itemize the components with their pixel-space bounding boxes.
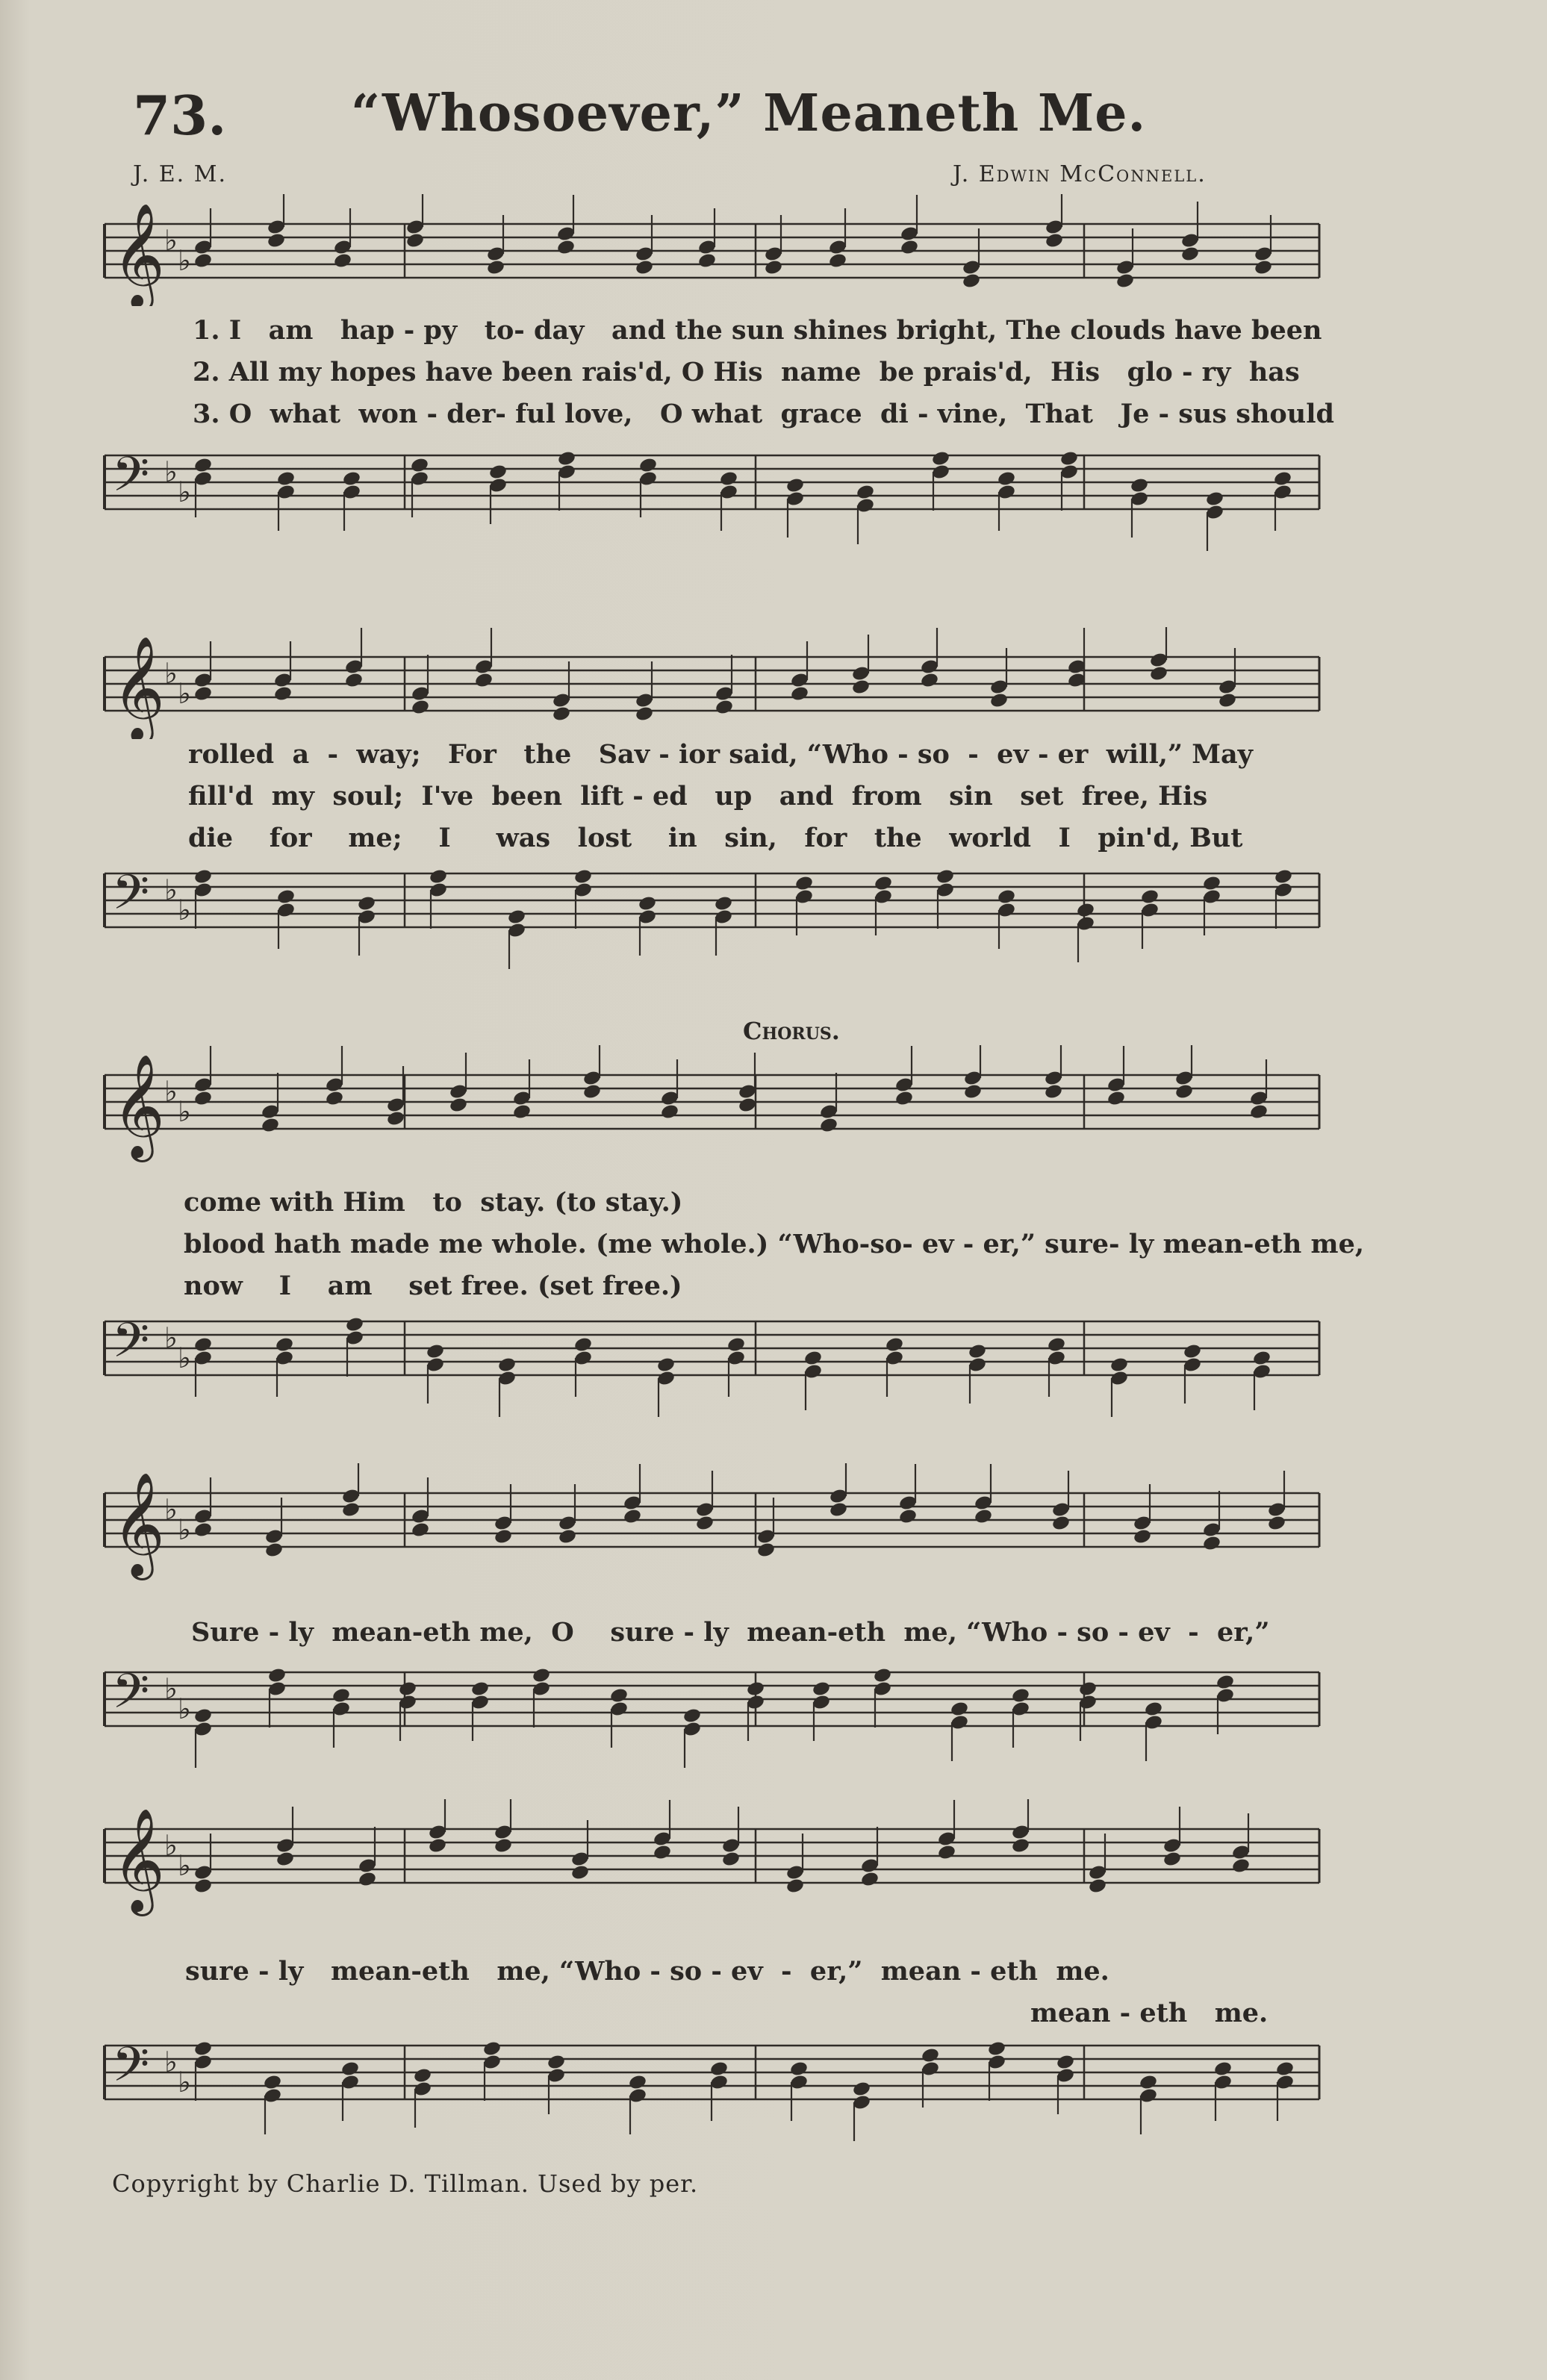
bass-clef-icon: 𝄢 <box>112 447 150 514</box>
note-head <box>193 1878 213 1895</box>
note-head <box>261 1117 280 1134</box>
flat-icon: ♭ <box>164 1075 178 1108</box>
note-head <box>997 888 1016 906</box>
note-head <box>582 1083 602 1100</box>
note-head <box>894 1090 914 1107</box>
flat-icon: ♭ <box>178 677 191 710</box>
note-head <box>1109 1356 1129 1374</box>
lyric-line-verse3: 3. O what won - der- ful love, O what grace di - vine, That Je - sus should <box>193 399 1334 429</box>
note-head <box>193 685 213 703</box>
staff-bass-3 <box>84 1306 1323 1433</box>
lyric-line-verse1: 1. I am hap - py to- day and the sun shines bright, The clouds have been <box>193 315 1322 346</box>
staff-treble-1 <box>84 194 1323 306</box>
note-head <box>276 470 296 487</box>
note-head <box>1183 1343 1202 1360</box>
bass-clef-icon: 𝄢 <box>112 2037 150 2105</box>
note-head <box>714 895 733 912</box>
note-head <box>785 1878 805 1895</box>
note-head <box>267 232 286 249</box>
note-head <box>962 272 981 290</box>
note-head <box>1252 1350 1271 1367</box>
note-head <box>921 2047 940 2064</box>
note-head <box>968 1343 987 1360</box>
note-head <box>345 1316 364 1333</box>
note-head <box>428 1837 447 1854</box>
note-head <box>1139 2074 1158 2091</box>
note-head <box>386 1110 405 1127</box>
note-head <box>653 1844 672 1861</box>
lyric-line-verse1: come with Him to stay. (to stay.) <box>184 1187 683 1218</box>
note-head <box>1047 1336 1066 1353</box>
note-head <box>1044 1083 1063 1100</box>
note-head <box>532 1667 551 1684</box>
music-system-2 <box>84 627 1323 971</box>
flat-icon: ♭ <box>178 1513 191 1546</box>
flat-icon: ♭ <box>164 1321 178 1354</box>
note-head <box>429 868 448 885</box>
note-head <box>803 1350 823 1367</box>
music-system-3 <box>84 1045 1365 1433</box>
note-head <box>410 457 429 474</box>
note-head <box>1115 272 1135 290</box>
copyright-notice: Copyright by Charlie D. Tillman. Used by per. <box>112 2169 699 2198</box>
note-head <box>856 484 875 501</box>
treble-clef-icon: 𝄞 <box>112 1808 165 1912</box>
note-head <box>950 1701 969 1718</box>
note-head <box>1149 665 1168 682</box>
note-head <box>1218 692 1237 709</box>
note-head <box>852 2081 871 2098</box>
note-head <box>794 875 814 892</box>
treble-clef-icon: 𝄞 <box>112 1054 165 1158</box>
note-head <box>789 2060 809 2078</box>
note-head <box>860 1871 880 1888</box>
note-head <box>193 868 213 885</box>
music-system-1 <box>84 194 1334 582</box>
note-head <box>1202 1535 1221 1552</box>
note-head <box>570 1864 590 1881</box>
note-head <box>332 1687 351 1704</box>
flat-icon: ♭ <box>164 657 178 690</box>
staff-bass-4 <box>84 1657 1323 1777</box>
note-head <box>411 699 430 716</box>
note-head <box>697 252 717 270</box>
chorus-label: Chorus. <box>743 1017 840 1045</box>
note-head <box>790 685 809 703</box>
note-head <box>263 2074 282 2091</box>
flat-icon: ♭ <box>178 476 191 508</box>
note-head <box>193 457 213 474</box>
note-head <box>267 1667 287 1684</box>
note-head <box>746 1680 765 1698</box>
note-head <box>721 1851 741 1868</box>
note-head <box>333 252 352 270</box>
note-head <box>828 252 847 270</box>
note-head <box>1162 1851 1182 1868</box>
note-head <box>426 1343 445 1360</box>
flat-icon: ♭ <box>164 455 178 488</box>
note-head <box>682 1707 702 1725</box>
note-head <box>1205 490 1224 508</box>
note-head <box>937 1844 956 1861</box>
treble-clef-icon: 𝄞 <box>112 636 165 739</box>
note-head <box>623 1508 642 1525</box>
flat-icon: ♭ <box>178 1692 191 1725</box>
flat-icon: ♭ <box>164 1829 178 1862</box>
lyric-line-verse3: now I am set free. (set free.) <box>184 1271 682 1301</box>
note-head <box>1076 902 1095 919</box>
note-head <box>660 1103 679 1121</box>
treble-clef-icon: 𝄞 <box>112 203 165 306</box>
note-head <box>275 1336 294 1353</box>
note-head <box>486 259 505 276</box>
lyric-line-verse3: die for me; I was lost in sin, for the world I pin'd, But <box>188 823 1243 853</box>
lyric-line-chorus: Sure - ly mean-eth me, O sure - ly mean-eth me, “Who - so - ev - er,” <box>191 1617 1270 1648</box>
note-head <box>1056 2054 1075 2071</box>
note-head <box>987 2040 1006 2057</box>
note-head <box>885 1336 904 1353</box>
staff-bass-5 <box>84 2031 1323 2158</box>
note-head <box>997 470 1016 487</box>
note-head <box>1231 1857 1251 1875</box>
bass-clef-icon: 𝄢 <box>112 1664 150 1731</box>
note-head <box>635 705 654 723</box>
note-head <box>726 1336 746 1353</box>
bass-clef-icon: 𝄢 <box>112 865 150 932</box>
note-head <box>989 692 1009 709</box>
note-head <box>628 2074 647 2091</box>
note-head <box>344 672 364 689</box>
note-head <box>547 2054 566 2071</box>
note-head <box>193 2040 213 2057</box>
staff-treble-3 <box>84 1045 1323 1187</box>
note-head <box>264 1542 284 1559</box>
note-head <box>656 1356 676 1374</box>
note-head <box>829 1501 848 1518</box>
flat-icon: ♭ <box>164 1672 178 1705</box>
note-head <box>557 450 576 467</box>
note-head <box>413 2067 432 2084</box>
note-head <box>963 1083 983 1100</box>
note-head <box>1144 1701 1163 1718</box>
note-head <box>411 1521 430 1539</box>
hymn-number: 73. <box>133 84 227 147</box>
note-head <box>193 252 213 270</box>
note-head <box>1213 2060 1233 2078</box>
flat-icon: ♭ <box>178 1095 191 1128</box>
lyric-line-verse2: blood hath made me whole. (me whole.) “Who-so- ev - er,” sure- ly mean-eth me, <box>184 1229 1365 1259</box>
note-head <box>695 1515 715 1532</box>
note-head <box>1045 232 1064 249</box>
staff-treble-5 <box>84 1799 1323 1948</box>
note-head <box>738 1097 757 1114</box>
flat-icon: ♭ <box>164 224 178 257</box>
note-head <box>1275 2060 1295 2078</box>
flat-icon: ♭ <box>178 244 191 277</box>
flat-icon: ♭ <box>178 1342 191 1374</box>
treble-clef-icon: 𝄞 <box>112 1472 165 1576</box>
note-head <box>1202 875 1221 892</box>
note-head <box>494 1528 513 1545</box>
staff-treble-2 <box>84 627 1323 739</box>
note-head <box>573 868 593 885</box>
flat-icon: ♭ <box>164 2046 178 2078</box>
note-head <box>1274 868 1293 885</box>
note-head <box>340 2060 360 2078</box>
note-head <box>1078 1680 1098 1698</box>
note-head <box>193 1336 213 1353</box>
note-head <box>1130 477 1149 494</box>
lyric-line-verse2: 2. All my hopes have been rais'd, O His name be prais'd, His glo - ry has <box>193 357 1300 387</box>
note-head <box>874 875 893 892</box>
note-head <box>898 1508 918 1525</box>
note-head <box>482 2040 502 2057</box>
note-head <box>764 259 783 276</box>
note-head <box>556 239 576 256</box>
note-head <box>341 1501 361 1518</box>
music-credit: J. Edwin McConnell. <box>953 161 1207 187</box>
note-head <box>552 705 571 723</box>
note-head <box>1216 1674 1235 1691</box>
note-head <box>507 909 526 926</box>
note-head <box>193 1707 213 1725</box>
lyric-line-verse1: rolled a - way; For the Sav - ior said, “Who - so - ev - er will,” May <box>188 739 1254 770</box>
note-head <box>1254 259 1273 276</box>
lyric-line-verse2: fill'd my soul; I've been lift - ed up and from sin set free, His <box>188 781 1208 811</box>
note-head <box>405 232 425 249</box>
note-head <box>638 895 657 912</box>
note-head <box>812 1680 831 1698</box>
lyric-line-chorus-alt: mean - eth me. <box>1030 1998 1269 2028</box>
note-head <box>900 239 919 256</box>
note-head <box>488 464 508 481</box>
words-credit: J. E. M. <box>133 161 227 187</box>
flat-icon: ♭ <box>178 2066 191 2099</box>
note-head <box>1059 450 1079 467</box>
note-head <box>470 1680 490 1698</box>
hymn-title: “Whosoever,” Meaneth Me. <box>351 84 1147 143</box>
note-head <box>1011 1837 1030 1854</box>
staff-bass-4-wrap <box>84 1657 1323 1777</box>
note-head <box>1106 1090 1126 1107</box>
note-head <box>1273 470 1292 487</box>
staff-bass-5-wrap <box>84 2031 1323 2158</box>
note-head <box>497 1356 517 1374</box>
staff-treble-4 <box>84 1463 1323 1605</box>
note-head <box>1174 1083 1194 1100</box>
note-head <box>474 672 494 689</box>
note-head <box>819 1117 838 1134</box>
note-head <box>558 1528 577 1545</box>
note-head <box>358 1871 377 1888</box>
note-head <box>276 1851 295 1868</box>
note-head <box>974 1508 993 1525</box>
note-head <box>851 679 871 696</box>
bass-clef-icon: 𝄢 <box>112 1313 150 1380</box>
flat-icon: ♭ <box>178 894 191 926</box>
note-head <box>449 1097 468 1114</box>
lyric-line-chorus: sure - ly mean-eth me, “Who - so - ev - er,” mean - eth me. <box>185 1956 1109 1987</box>
note-head <box>325 1090 344 1107</box>
note-head <box>638 457 658 474</box>
note-head <box>512 1103 532 1121</box>
note-head <box>1133 1528 1152 1545</box>
note-head <box>193 1090 213 1107</box>
music-system-5 <box>84 1799 1323 2158</box>
note-head <box>920 672 939 689</box>
note-head <box>494 1837 513 1854</box>
note-head <box>1140 888 1160 906</box>
note-head <box>1180 246 1200 263</box>
note-head <box>756 1542 776 1559</box>
note-head <box>273 685 293 703</box>
note-head <box>357 895 376 912</box>
note-head <box>1088 1878 1107 1895</box>
note-head <box>1267 1515 1286 1532</box>
note-head <box>709 2060 729 2078</box>
note-head <box>342 470 361 487</box>
note-head <box>715 699 734 716</box>
note-head <box>931 450 950 467</box>
note-head <box>1249 1103 1269 1121</box>
staff-bass-2 <box>84 859 1323 971</box>
music-system-4 <box>84 1463 1323 1777</box>
note-head <box>193 1521 213 1539</box>
note-head <box>1051 1515 1071 1532</box>
note-head <box>1011 1687 1030 1704</box>
note-head <box>609 1687 629 1704</box>
note-head <box>398 1680 417 1698</box>
staff-bass-1 <box>84 440 1323 560</box>
note-head <box>785 477 805 494</box>
note-head <box>719 470 738 487</box>
flat-icon: ♭ <box>164 873 178 906</box>
flat-icon: ♭ <box>164 1493 178 1526</box>
note-head <box>573 1336 593 1353</box>
note-head <box>276 888 296 906</box>
note-head <box>635 259 654 276</box>
note-head <box>936 868 955 885</box>
note-head <box>873 1667 892 1684</box>
flat-icon: ♭ <box>178 1849 191 1882</box>
